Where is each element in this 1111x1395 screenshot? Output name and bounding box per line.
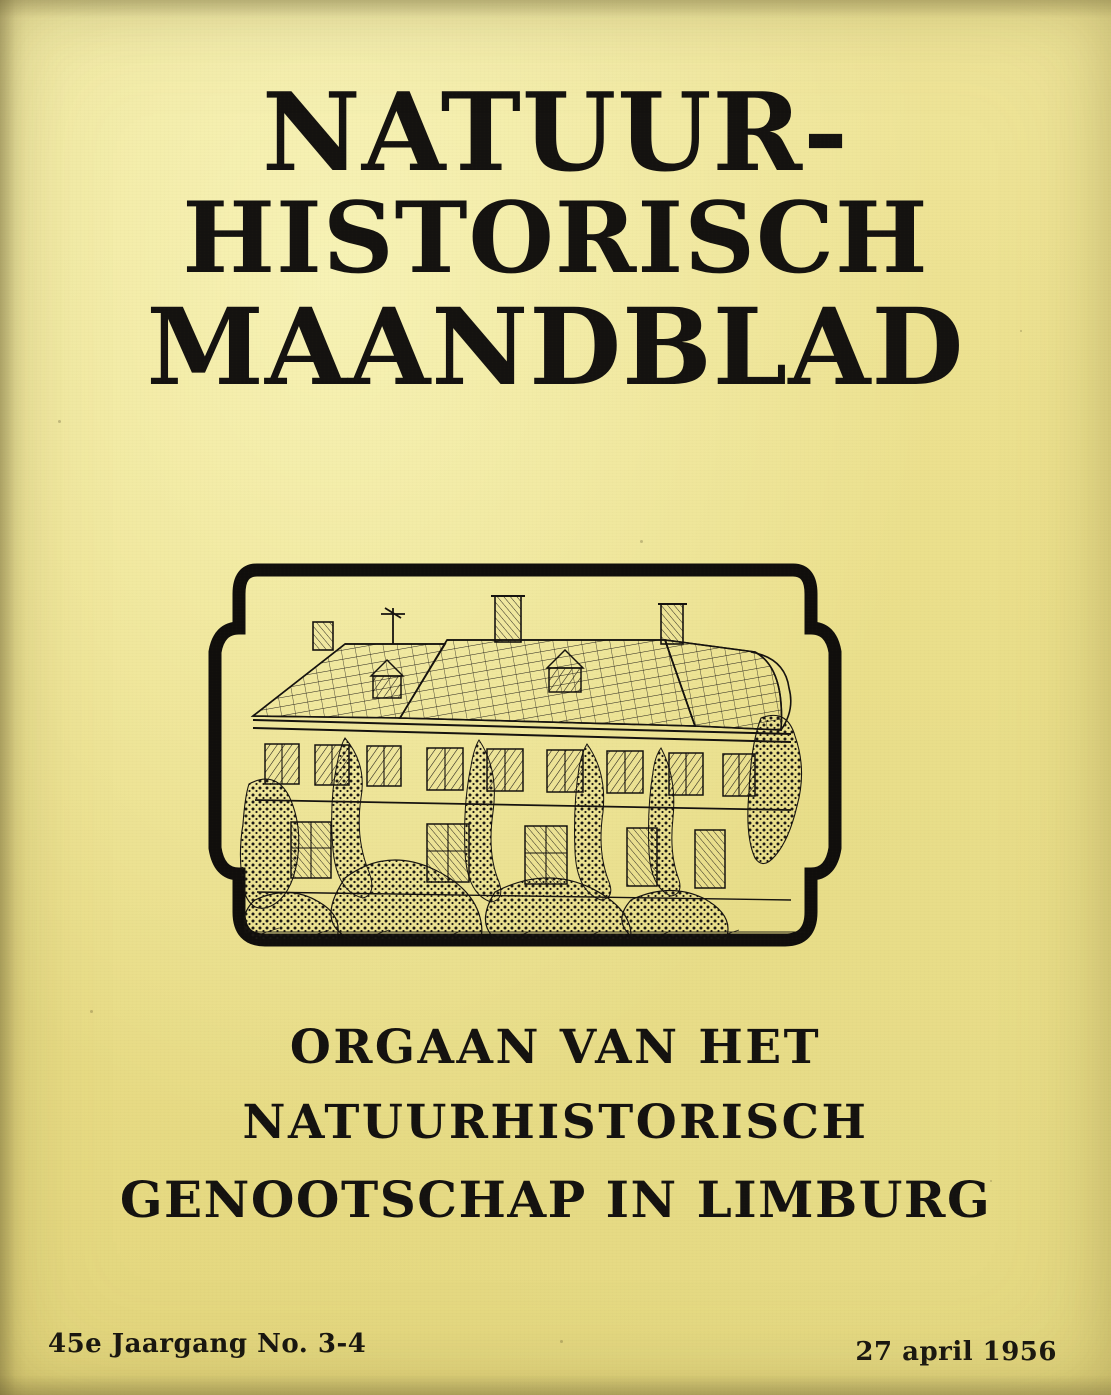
masthead-line-2: HISTORISCH [182,180,929,296]
building-engraving-illustration [195,548,855,978]
scan-edge-bottom [0,1375,1111,1395]
paper-speck [640,540,643,543]
masthead-line-1: NATUUR- [262,70,849,196]
issue-date: 27 april 1956 [855,1337,1057,1367]
subtitle-line-1: ORGAAN VAN HET [289,1020,822,1075]
subtitle-line-3: GENOOTSCHAP IN LIMBURG [119,1170,992,1229]
subtitle-line-2: NATUURHISTORISCH [242,1095,869,1150]
paper-speck [58,420,61,423]
masthead [0,70,1111,409]
subtitle-block [0,1020,1111,1229]
masthead-line-3: MAANDBLAD [146,283,965,409]
issue-number: 45e Jaargang No. 3-4 [48,1329,367,1359]
scan-edge-top [0,0,1111,18]
paper-speck [90,1010,93,1013]
paper-speck [560,1340,563,1343]
